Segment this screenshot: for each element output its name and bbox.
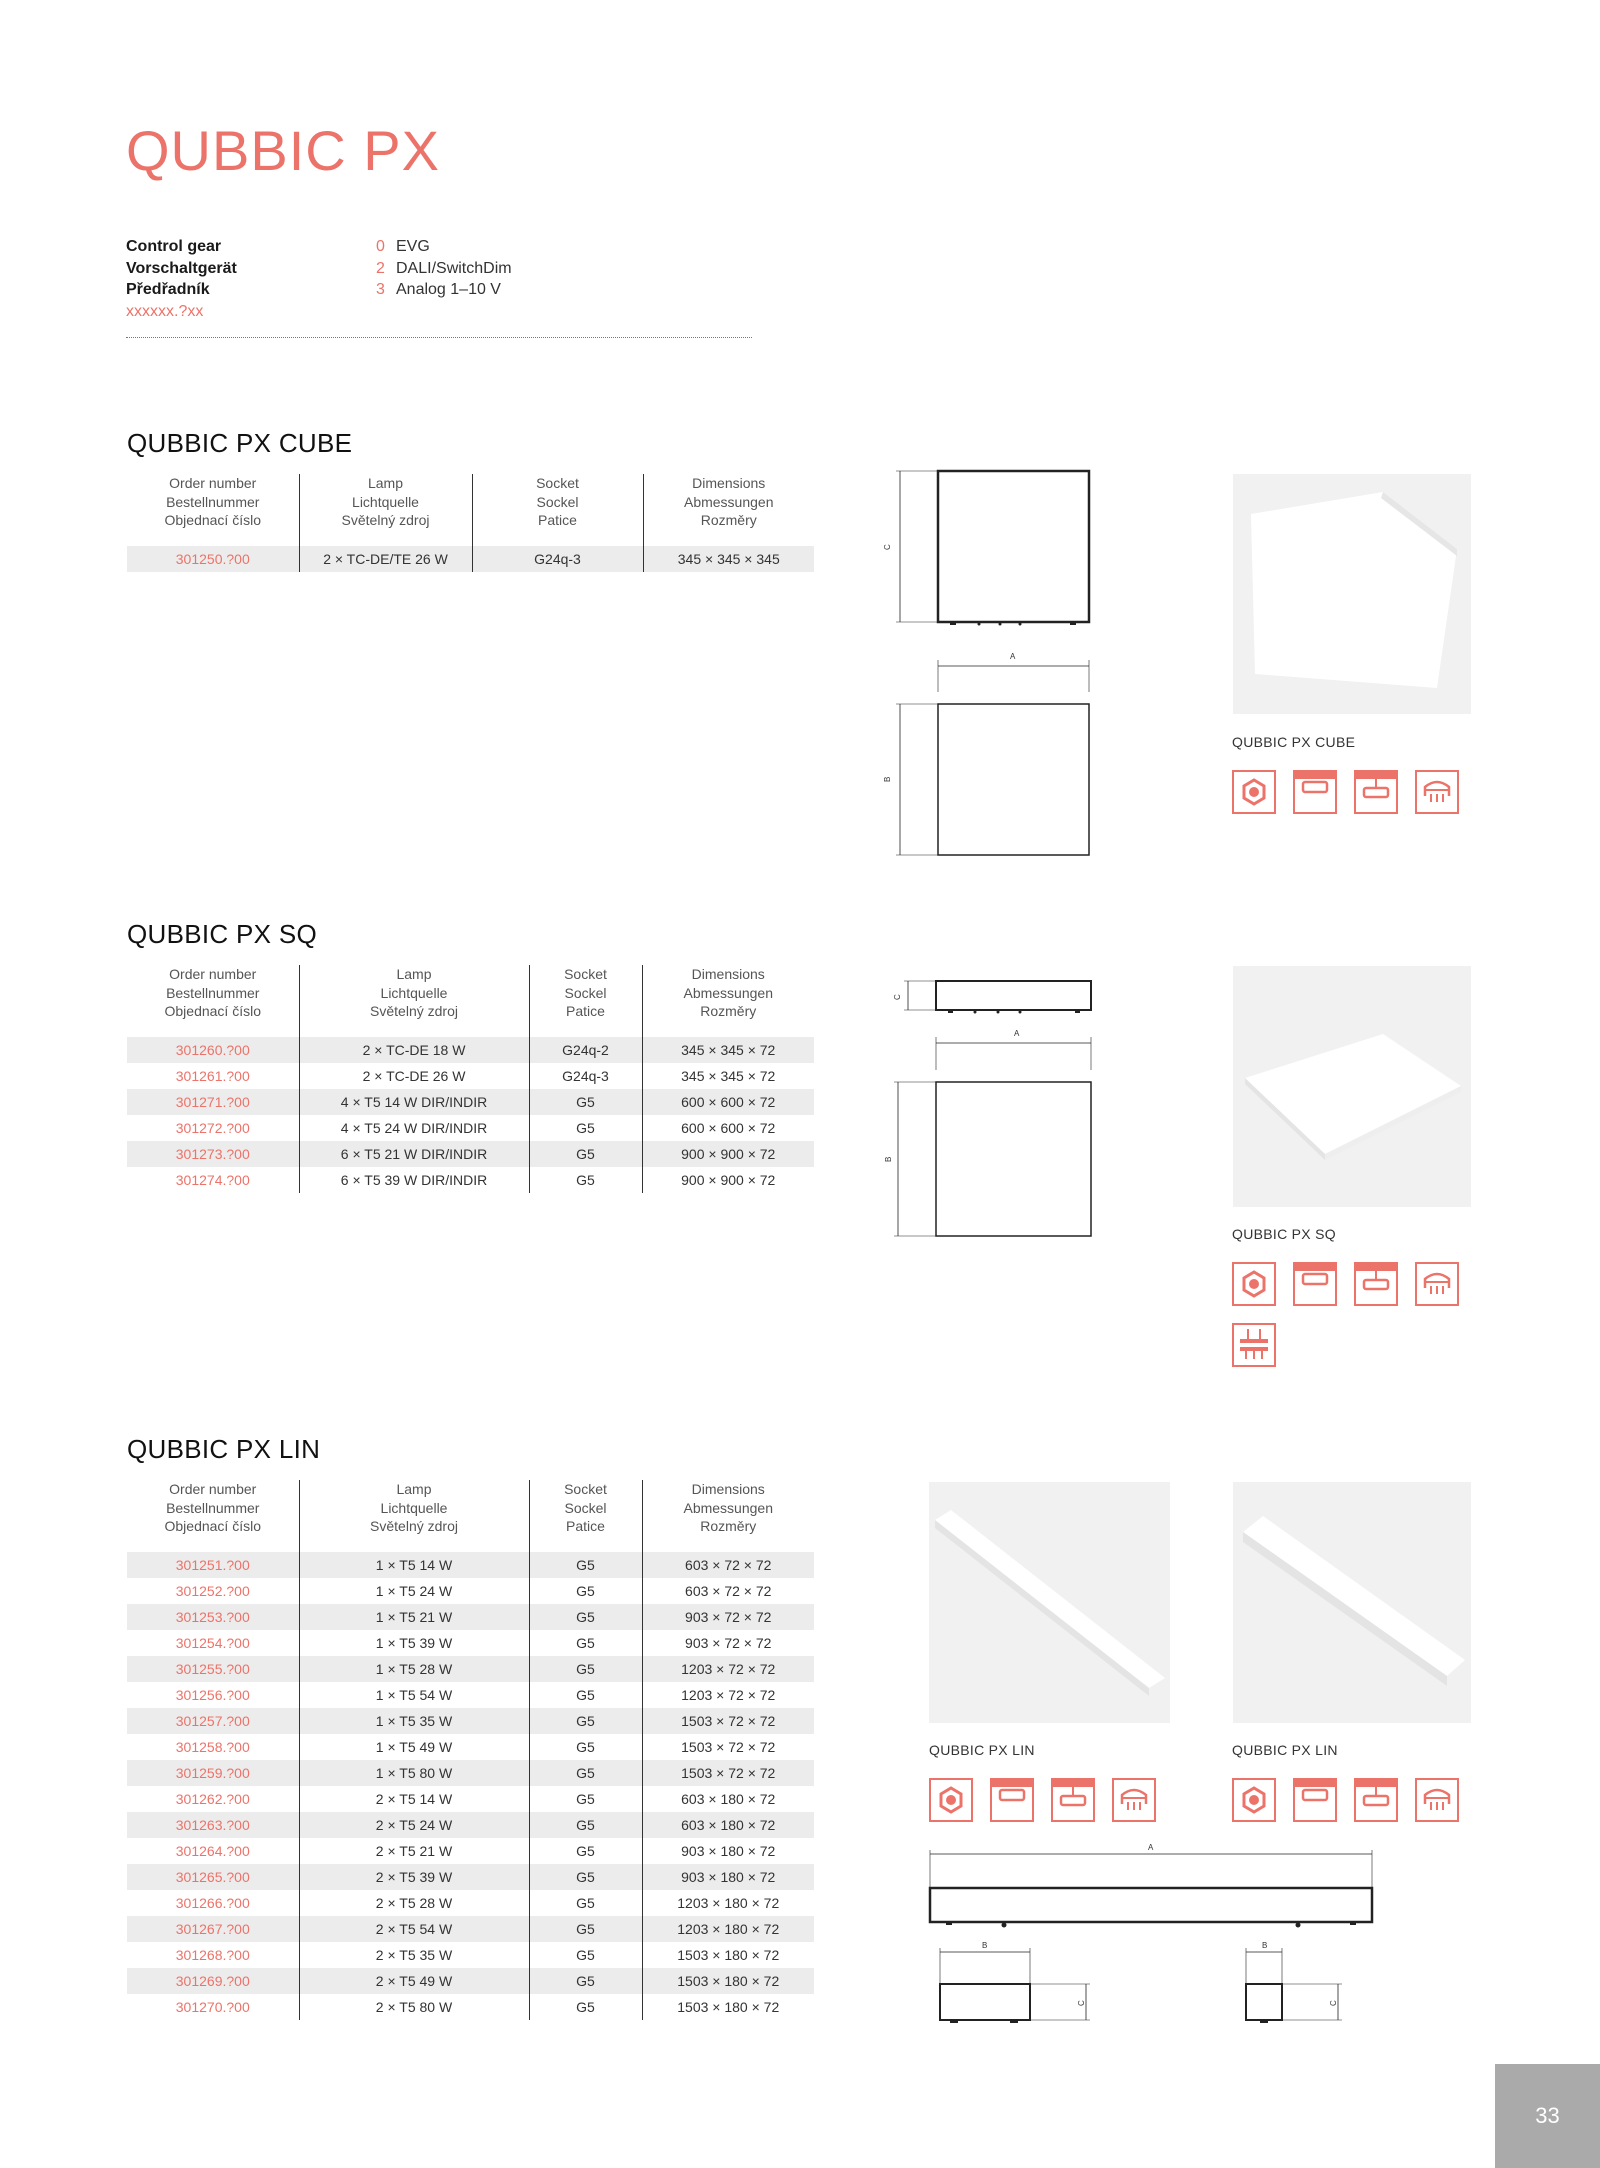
dimensions-cell: 1203 × 180 × 72 [642,1916,814,1942]
direct-indirect-icon [1354,770,1398,814]
header-socket: Socket Sockel Patice [529,965,642,1037]
lamp-cell: 2 × T5 39 W [299,1864,529,1890]
surface-downlight-icon [1293,770,1337,814]
socket-cell: G5 [529,1089,642,1115]
dimensions-cell: 1203 × 72 × 72 [642,1656,814,1682]
header-lamp: Lamp Lichtquelle Světelný zdroj [299,965,529,1037]
socket-cell: G24q-3 [529,1063,642,1089]
order-number-cell: 301270.?00 [127,1994,299,2020]
socket-cell: G5 [529,1942,642,1968]
svg-text:B: B [883,776,892,782]
page-number: 33 [1495,2064,1600,2168]
table-row [127,1786,814,1812]
ceiling-mount-icon [929,1778,973,1822]
header-order: Order number Bestellnummer Objednací číslo [127,965,299,1037]
header-lamp: Lamp Lichtquelle Světelný zdroj [299,1480,529,1552]
dimensions-cell: 345 × 345 × 345 [643,546,814,572]
lamp-cell: 2 × TC-DE 26 W [299,1063,529,1089]
direct-indirect-icon [1354,1262,1398,1306]
order-number-cell: 301256.?00 [127,1682,299,1708]
lamp-cell: 1 × T5 39 W [299,1630,529,1656]
spec-table-sq [127,965,814,1193]
order-number-cell: 301273.?00 [127,1141,299,1167]
socket-cell: G5 [529,1786,642,1812]
direct-indirect-icon [1354,1778,1398,1822]
caption-cube: QUBBIC PX CUBE [1232,734,1356,750]
table-row [127,1630,814,1656]
dimensions-cell: 603 × 180 × 72 [642,1812,814,1838]
control-gear-block [126,236,776,322]
table-row [127,1089,814,1115]
socket-cell: G5 [529,1604,642,1630]
table-row [127,1838,814,1864]
order-number-cell: 301254.?00 [127,1630,299,1656]
lamp-cell: 2 × T5 54 W [299,1916,529,1942]
icon-row-cube [1232,770,1492,814]
icon-row-sq [1232,1262,1492,1367]
dimensions-cell: 603 × 72 × 72 [642,1552,814,1578]
lamp-cell: 2 × T5 35 W [299,1942,529,1968]
page-title: QUBBIC PX [126,119,440,182]
dimensions-cell: 903 × 180 × 72 [642,1864,814,1890]
table-row [127,1968,814,1994]
order-number-cell: 301255.?00 [127,1656,299,1682]
dimensions-cell: 1503 × 180 × 72 [642,1994,814,2020]
order-number-cell: 301261.?00 [127,1063,299,1089]
order-number-cell: 301274.?00 [127,1167,299,1193]
product-photo-lin-2 [1233,1482,1471,1723]
pendant-icon [1415,1778,1459,1822]
ceiling-mount-icon [1232,770,1276,814]
svg-text:A: A [1148,1843,1154,1852]
direct-indirect-icon [1051,1778,1095,1822]
table-row [127,1994,814,2020]
lamp-cell: 4 × T5 24 W DIR/INDIR [299,1115,529,1141]
order-number-cell: 301257.?00 [127,1708,299,1734]
dimensions-cell: 1503 × 72 × 72 [642,1760,814,1786]
lin-dimension-drawing [920,1840,1380,2030]
dimensions-cell: 1503 × 180 × 72 [642,1968,814,1994]
order-number-cell: 301260.?00 [127,1037,299,1063]
dimensions-cell: 1503 × 180 × 72 [642,1942,814,1968]
icon-row-lin-right [1232,1778,1492,1822]
order-number-cell: 301263.?00 [127,1812,299,1838]
table-row [127,1167,814,1193]
order-number-cell: 301265.?00 [127,1864,299,1890]
cube-dimension-drawing [880,460,1100,870]
lamp-cell: 1 × T5 54 W [299,1682,529,1708]
header-dimensions: Dimensions Abmessungen Rozměry [683,475,774,528]
header-socket: Socket Sockel Patice [472,474,643,546]
table-row [127,1578,814,1604]
svg-text:B: B [982,1941,988,1950]
lamp-cell: 6 × T5 39 W DIR/INDIR [299,1167,529,1193]
svg-text:B: B [1262,1941,1268,1950]
lamp-cell: 6 × T5 21 W DIR/INDIR [299,1141,529,1167]
socket-cell: G5 [529,1864,642,1890]
order-number-cell: 301266.?00 [127,1890,299,1916]
dimensions-cell: 900 × 900 × 72 [642,1167,814,1193]
order-number-cell: 301251.?00 [127,1552,299,1578]
order-number-cell: 301268.?00 [127,1942,299,1968]
ceiling-mount-icon [1232,1778,1276,1822]
socket-cell: G5 [529,1552,642,1578]
section-title-sq: QUBBIC PX SQ [127,919,317,949]
suspension-grid-icon [1232,1323,1276,1367]
lamp-cell: 1 × T5 28 W [299,1656,529,1682]
lamp-cell: 1 × T5 80 W [299,1760,529,1786]
table-row [127,1037,814,1063]
caption-lin-right: QUBBIC PX LIN [1232,1742,1338,1758]
divider [126,337,752,338]
spec-table-cube [127,474,814,572]
table-row [127,1708,814,1734]
caption-sq: QUBBIC PX SQ [1232,1226,1336,1242]
socket-cell: G5 [529,1838,642,1864]
table-row [127,1604,814,1630]
socket-cell: G5 [529,1167,642,1193]
table-row [127,1552,814,1578]
socket-cell: G5 [529,1994,642,2020]
socket-cell: G5 [529,1760,642,1786]
svg-text:C: C [1329,2000,1338,2006]
dimensions-cell: 603 × 180 × 72 [642,1786,814,1812]
dimensions-cell: 603 × 72 × 72 [642,1578,814,1604]
ceiling-mount-icon [1232,1262,1276,1306]
product-photo-sq [1233,966,1471,1207]
lamp-cell: 2 × T5 28 W [299,1890,529,1916]
table-row [127,1656,814,1682]
lamp-cell: 1 × T5 24 W [299,1578,529,1604]
order-number-cell: 301267.?00 [127,1916,299,1942]
svg-text:A: A [1014,1029,1020,1038]
header-socket: Socket Sockel Patice [529,1480,642,1552]
product-photo-cube [1233,474,1471,714]
lamp-cell: 4 × T5 14 W DIR/INDIR [299,1089,529,1115]
header-order: Order number Bestellnummer Objednací číslo [127,474,299,546]
code-pattern: xxxxxx.?xx [126,302,204,320]
pendant-icon [1415,1262,1459,1306]
order-number-cell: 301259.?00 [127,1760,299,1786]
lamp-cell: 2 × T5 24 W [299,1812,529,1838]
svg-text:C: C [1077,2000,1086,2006]
dimensions-cell: 1503 × 72 × 72 [642,1734,814,1760]
spec-table-lin [127,1480,814,2020]
lamp-cell: 1 × T5 49 W [299,1734,529,1760]
lamp-cell: 2 × T5 21 W [299,1838,529,1864]
dimensions-cell: 900 × 900 × 72 [642,1141,814,1167]
order-number-cell: 301271.?00 [127,1089,299,1115]
surface-downlight-icon [990,1778,1034,1822]
surface-downlight-icon [1293,1262,1337,1306]
header-dimensions: Dimensions Abmessungen Rozměry [683,1481,773,1534]
table-row [127,1063,814,1089]
header-lamp: Lamp Lichtquelle Světelný zdroj [299,474,472,546]
lamp-cell: 2 × TC-DE 18 W [299,1037,529,1063]
control-gear-label-cz: Předřadník [126,281,210,298]
control-gear-option: Analog 1–10 V [396,281,501,298]
icon-row-lin-left [929,1778,1189,1822]
lamp-cell: 2 × TC-DE/TE 26 W [299,546,472,572]
lamp-cell: 1 × T5 14 W [299,1552,529,1578]
control-gear-code: 0 [376,238,385,255]
socket-cell: G24q-3 [472,546,643,572]
section-title-lin: QUBBIC PX LIN [127,1434,321,1464]
pendant-icon [1112,1778,1156,1822]
table-row [127,1734,814,1760]
table-row [127,1760,814,1786]
control-gear-code: 2 [376,259,385,277]
socket-cell: G5 [529,1141,642,1167]
table-row [127,1864,814,1890]
lamp-cell: 2 × T5 49 W [299,1968,529,1994]
section-title-cube: QUBBIC PX CUBE [127,428,353,458]
table-row [127,1141,814,1167]
control-gear-label-en: Control gear [126,238,222,255]
socket-cell: G5 [529,1916,642,1942]
socket-cell: G5 [529,1968,642,1994]
order-number-cell: 301269.?00 [127,1968,299,1994]
control-gear-label-de: Vorschaltgerät [126,259,237,277]
dimensions-cell: 903 × 72 × 72 [642,1604,814,1630]
dimensions-cell: 600 × 600 × 72 [642,1115,814,1141]
pendant-icon [1415,770,1459,814]
dimensions-cell: 1203 × 180 × 72 [642,1890,814,1916]
table-row [127,1942,814,1968]
table-row [127,546,814,572]
table-row [127,1916,814,1942]
order-number-cell: 301258.?00 [127,1734,299,1760]
table-row [127,1115,814,1141]
table-row [127,1812,814,1838]
table-row [127,1682,814,1708]
header-order: Order number Bestellnummer Objednací číslo [127,1480,299,1552]
sq-dimension-drawing [880,970,1100,1240]
socket-cell: G24q-2 [529,1037,642,1063]
dimensions-cell: 345 × 345 × 72 [642,1063,814,1089]
order-number-cell: 301262.?00 [127,1786,299,1812]
table-row [127,1890,814,1916]
dimensions-cell: 903 × 180 × 72 [642,1838,814,1864]
dimensions-cell: 345 × 345 × 72 [642,1037,814,1063]
svg-text:C: C [893,994,902,1000]
header-dimensions: Dimensions Abmessungen Rozměry [683,966,773,1019]
svg-text:C: C [883,544,892,550]
socket-cell: G5 [529,1812,642,1838]
control-gear-option: DALI/SwitchDim [396,259,512,277]
order-number-cell: 301272.?00 [127,1115,299,1141]
product-photo-lin-1 [929,1482,1170,1723]
socket-cell: G5 [529,1708,642,1734]
dimensions-cell: 600 × 600 × 72 [642,1089,814,1115]
lamp-cell: 2 × T5 14 W [299,1786,529,1812]
socket-cell: G5 [529,1682,642,1708]
lamp-cell: 2 × T5 80 W [299,1994,529,2020]
order-number-cell: 301252.?00 [127,1578,299,1604]
socket-cell: G5 [529,1656,642,1682]
svg-text:B: B [884,1156,893,1162]
svg-text:A: A [1010,652,1016,661]
socket-cell: G5 [529,1630,642,1656]
caption-lin-left: QUBBIC PX LIN [929,1742,1035,1758]
lamp-cell: 1 × T5 21 W [299,1604,529,1630]
dimensions-cell: 1503 × 72 × 72 [642,1708,814,1734]
order-number-cell: 301253.?00 [127,1604,299,1630]
lamp-cell: 1 × T5 35 W [299,1708,529,1734]
control-gear-code: 3 [376,281,385,298]
control-gear-option: EVG [396,238,430,255]
order-number-cell: 301264.?00 [127,1838,299,1864]
socket-cell: G5 [529,1734,642,1760]
order-number-cell: 301250.?00 [127,546,299,572]
dimensions-cell: 1203 × 72 × 72 [642,1682,814,1708]
socket-cell: G5 [529,1115,642,1141]
dimensions-cell: 903 × 72 × 72 [642,1630,814,1656]
surface-downlight-icon [1293,1778,1337,1822]
socket-cell: G5 [529,1890,642,1916]
socket-cell: G5 [529,1578,642,1604]
